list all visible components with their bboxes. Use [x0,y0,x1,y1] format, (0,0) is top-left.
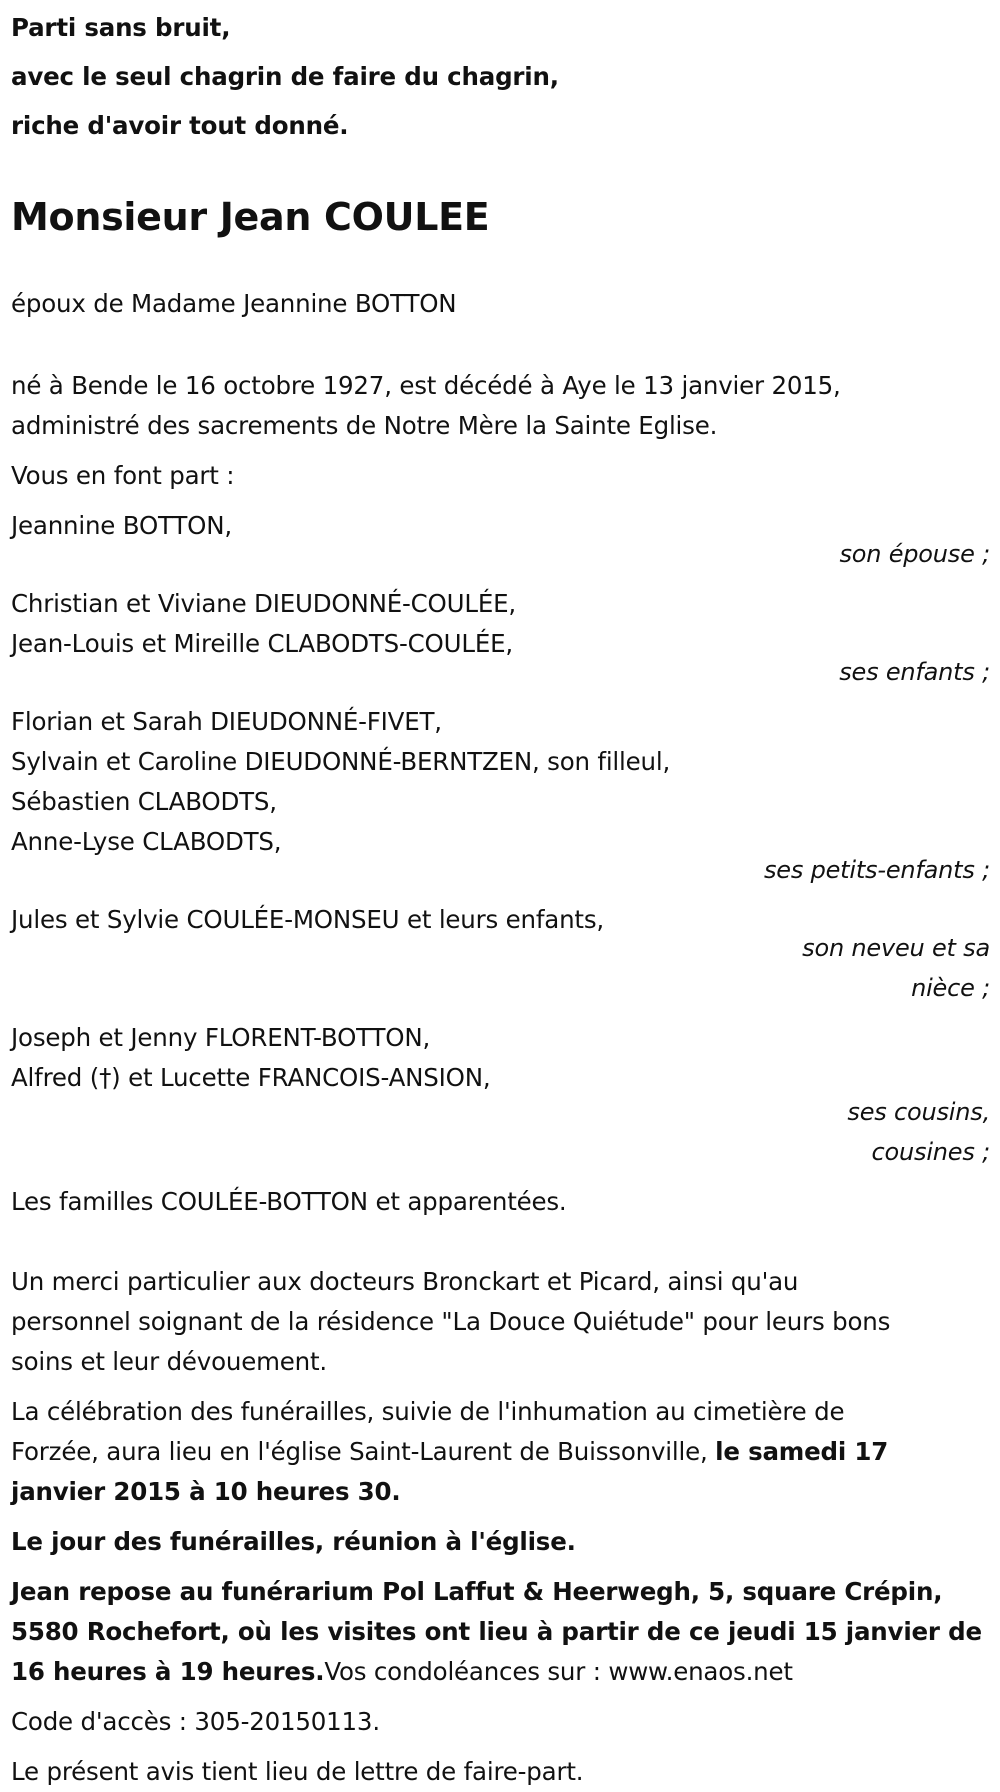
poem-line: avec le seul chagrin de faire du chagrin, [11,62,559,91]
access-code: Code d'accès : 305-20150113. [11,1707,380,1736]
family-name: Jules et Sylvie COULÉE-MONSEU et leurs enfants, [11,905,604,934]
visitation-line: Jean repose au funérarium Pol Laffut & Heerwegh, 5, square Crépin, [11,1577,943,1606]
family-name: Joseph et Jenny FLORENT-BOTTON, [11,1023,431,1052]
deceased-name: Monsieur Jean COULEE [11,195,490,239]
relationship-role: cousines ; [871,1138,990,1166]
family-name: Alfred (†) et Lucette FRANCOIS-ANSION, [11,1063,491,1092]
family-name: Christian et Viviane DIEUDONNÉ-COULÉE, [11,589,516,618]
relationship-role: son neveu et sa [802,934,990,962]
family-name: Sébastien CLABODTS, [11,787,277,816]
family-name: Sylvain et Caroline DIEUDONNÉ-BERNTZEN, son filleul, [11,747,671,776]
thanks-line: soins et leur dévouement. [11,1347,327,1376]
sacraments-line: administré des sacrements de Notre Mère la Sainte Eglise. [11,411,718,440]
relationship-role: ses petits-enfants ; [763,856,990,884]
family-name: Florian et Sarah DIEUDONNÉ-FIVET, [11,707,442,736]
families-line: Les familles COULÉE-BOTTON et apparentées. [11,1187,567,1216]
ceremony-line: La célébration des funérailles, suivie de l'inhumation au cimetière de [11,1397,845,1426]
intro-line: Vous en font part : [11,461,235,490]
condolences-link: Vos condoléances sur : www.enaos.net [324,1657,793,1686]
family-name: Jean-Louis et Mireille CLABODTS-COULÉE, [11,629,513,658]
obituary-notice [11,0,990,1792]
relationship-role: ses enfants ; [839,658,990,686]
meeting-line: Le jour des funérailles, réunion à l'église. [11,1527,576,1556]
relationship-role: son épouse ; [839,540,990,568]
poem [11,0,990,150]
ceremony-text: Forzée, aura lieu en l'église Saint-Laurent de Buissonville, [11,1437,716,1466]
ceremony-line [11,1432,990,1472]
closing-line: Le présent avis tient lieu de lettre de faire-part. [11,1757,584,1786]
visitation-hours: 16 heures à 19 heures. [11,1657,325,1686]
birth-death-line: né à Bende le 16 octobre 1927, est décédé à Aye le 13 janvier 2015, [11,371,841,400]
visitation-line: 5580 Rochefort, où les visites ont lieu à partir de ce jeudi 15 janvier de [11,1617,982,1646]
poem-line: Parti sans bruit, [11,13,231,42]
relationship-role: ses cousins, [847,1098,990,1126]
thanks-line: Un merci particulier aux docteurs Bronckart et Picard, ainsi qu'au [11,1267,799,1296]
ceremony-date: le samedi 17 [715,1437,889,1466]
poem-line: riche d'avoir tout donné. [11,111,349,140]
family-name: Jeannine BOTTON, [11,511,232,540]
thanks-line: personnel soignant de la résidence "La Douce Quiétude" pour leurs bons [11,1307,891,1336]
visitation-line [11,1652,990,1692]
spouse-line: époux de Madame Jeannine BOTTON [11,289,457,318]
relationship-role: nièce ; [911,974,990,1002]
family-name: Anne-Lyse CLABODTS, [11,827,282,856]
ceremony-time: janvier 2015 à 10 heures 30. [11,1477,401,1506]
